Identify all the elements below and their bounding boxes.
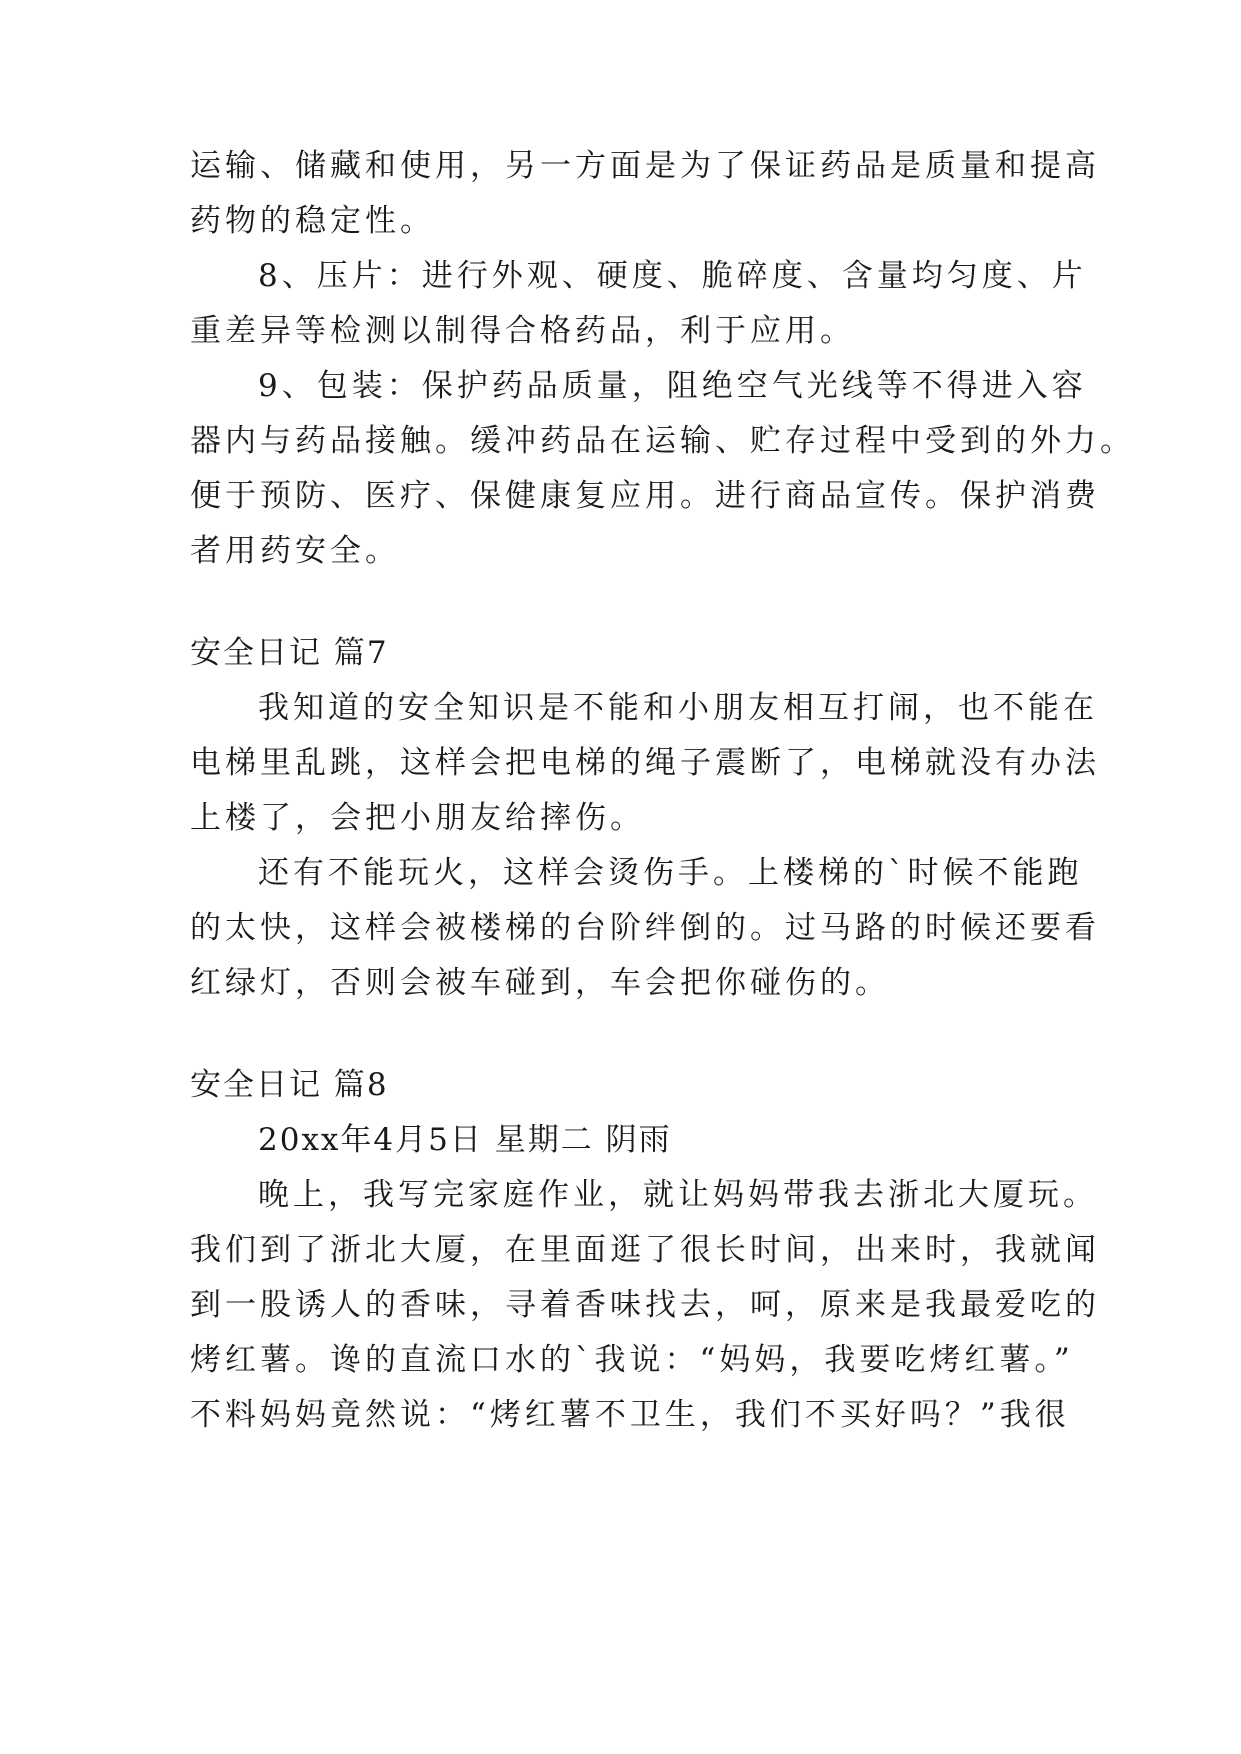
paragraph-line: 我知道的安全知识是不能和小朋友相互打闹，也不能在	[258, 690, 1098, 726]
text-line: 到一股诱人的香味，寻着香味找去，呵，原来是我最爱吃的	[190, 1287, 1100, 1323]
text-line: 电梯里乱跳，这样会把电梯的绳子震断了，电梯就没有办法	[190, 745, 1100, 781]
text-line: 的太快，这样会被楼梯的台阶绊倒的。过马路的时候还要看	[190, 910, 1100, 946]
text-line: 不料妈妈竟然说：“烤红薯不卫生，我们不买好吗？”我很	[190, 1397, 1070, 1433]
paragraph-line: 晚上，我写完家庭作业，就让妈妈带我去浙北大厦玩。	[258, 1177, 1098, 1213]
text-line: 上楼了，会把小朋友给摔伤。	[190, 800, 645, 836]
section-title: 安全日记 篇8	[190, 1067, 389, 1103]
paragraph-line: 8、压片：进行外观、硬度、脆碎度、含量均匀度、片	[258, 258, 1087, 294]
text-line: 运输、储藏和使用，另一方面是为了保证药品是质量和提高	[190, 148, 1100, 184]
text-line: 药物的稳定性。	[190, 203, 435, 239]
paragraph-line: 还有不能玩火，这样会烫伤手。上楼梯的`时候不能跑	[258, 855, 1083, 891]
text-line: 器内与药品接触。缓冲药品在运输、贮存过程中受到的外力。	[190, 423, 1135, 459]
text-line: 便于预防、医疗、保健康复应用。进行商品宣传。保护消费	[190, 478, 1100, 514]
section-title: 安全日记 篇7	[190, 635, 389, 671]
paragraph-line: 9、包装：保护药品质量，阻绝空气光线等不得进入容	[258, 368, 1087, 404]
text-line: 我们到了浙北大厦，在里面逛了很长时间，出来时，我就闻	[190, 1232, 1100, 1268]
text-line: 重差异等检测以制得合格药品，利于应用。	[190, 313, 855, 349]
text-line: 红绿灯，否则会被车碰到，车会把你碰伤的。	[190, 965, 890, 1001]
date-line: 20xx年4月5日 星期二 阴雨	[258, 1122, 672, 1158]
text-line: 者用药安全。	[190, 533, 400, 569]
text-line: 烤红薯。谗的直流口水的`我说：“妈妈，我要吃烤红薯。”	[190, 1342, 1074, 1378]
